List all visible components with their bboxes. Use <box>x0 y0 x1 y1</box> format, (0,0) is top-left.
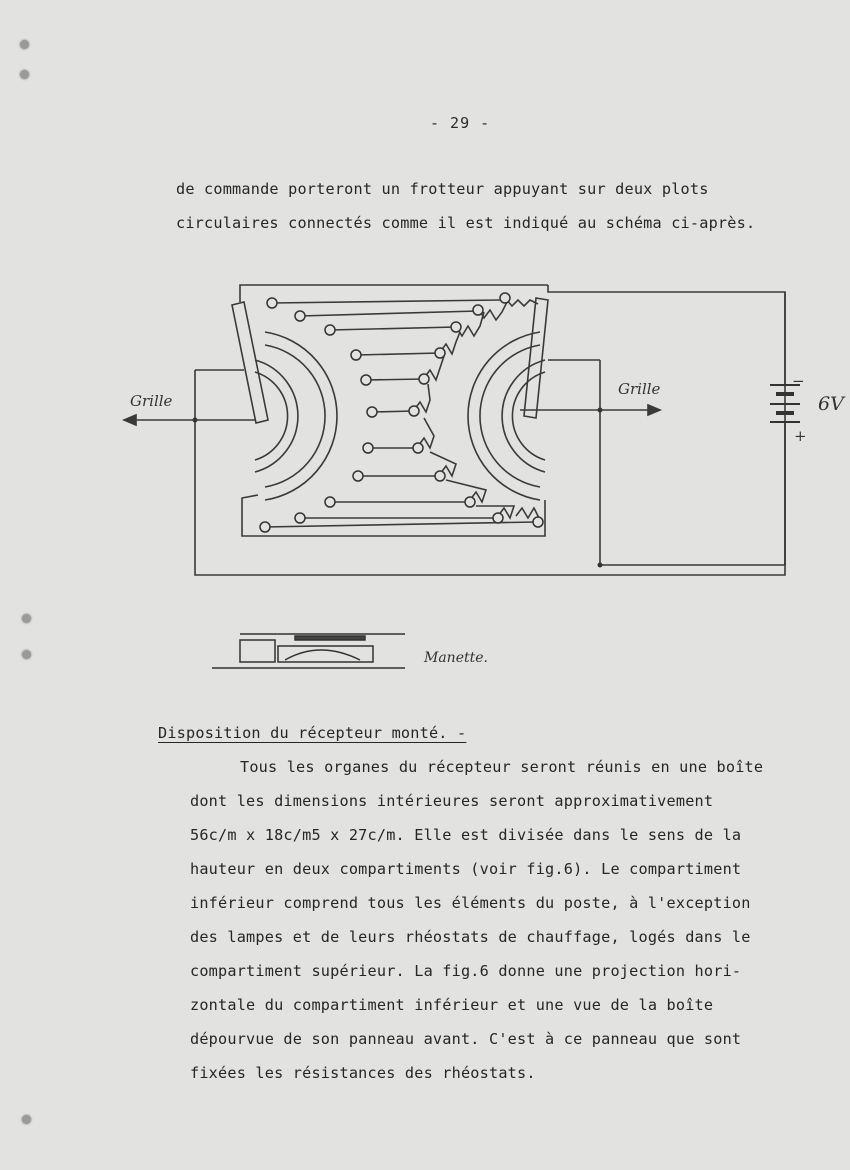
stud-wire <box>356 353 440 355</box>
contact-stud <box>473 305 483 315</box>
left-contact-inner <box>255 360 298 472</box>
body-line: fixées les résistances des rhéostats. <box>190 1064 536 1082</box>
contact-stud <box>435 348 445 358</box>
body-line: zontale du compartiment inférieur et une vue de la boîte <box>190 996 714 1014</box>
contact-stud <box>493 513 503 523</box>
stud-wire <box>330 327 456 330</box>
contact-stud <box>409 406 419 416</box>
contact-stud <box>295 311 305 321</box>
stud-wire <box>272 300 500 303</box>
left-contact-outer <box>265 332 337 500</box>
left-contact-outer-inner <box>265 345 325 487</box>
arrow-head-icon <box>648 405 660 415</box>
battery-plus: + <box>794 427 807 445</box>
contact-stud <box>267 298 277 308</box>
contact-stud <box>325 497 335 507</box>
body-line: hauteur en deux compartiments (voir fig.6). Le compartiment <box>190 860 742 878</box>
contact-stud <box>413 443 423 453</box>
section-heading: Disposition du récepteur monté. - <box>158 724 467 742</box>
grille-label-left: Grille <box>130 392 173 410</box>
manette-label: Manette. <box>424 650 488 666</box>
contact-stud <box>351 350 361 360</box>
contact-stud <box>500 293 510 303</box>
body-line: Tous les organes du récepteur seront réunis en une boîte <box>240 758 764 776</box>
contact-stud <box>419 374 429 384</box>
body-line: dépourvue de son panneau avant. C'est à ce panneau que sont <box>190 1030 742 1048</box>
contact-stud <box>367 407 377 417</box>
stud-wire <box>366 379 424 380</box>
grille-label-right: Grille <box>618 380 661 398</box>
stud-wire <box>372 411 414 412</box>
manette-drawing <box>212 634 405 668</box>
body-line: 56c/m x 18c/m5 x 27c/m. Elle est divisée dans le sens de la <box>190 826 742 844</box>
battery-icon <box>770 385 800 565</box>
contact-stud <box>435 471 445 481</box>
body-line: dont les dimensions intérieures seront approximativement <box>190 792 714 810</box>
body-line: compartiment supérieur. La fig.6 donne une projection hori- <box>190 962 742 980</box>
battery-minus: − <box>792 372 805 390</box>
page-number: - 29 - <box>430 114 491 132</box>
right-lever <box>524 298 548 418</box>
stud-wire <box>265 522 535 527</box>
contact-stud <box>353 471 363 481</box>
contact-stud <box>361 375 371 385</box>
contact-stud <box>325 325 335 335</box>
body-line: des lampes et de leurs rhéostats de chauffage, logés dans le <box>190 928 751 946</box>
junction-dot <box>598 563 603 568</box>
intro-line: de commande porteront un frotteur appuyant sur deux plots <box>176 180 709 198</box>
stud-wire <box>300 311 478 316</box>
left-contact-inner-2 <box>255 372 288 460</box>
arrow-head-icon <box>124 415 136 425</box>
contact-stud <box>465 497 475 507</box>
body-line: inférieur comprend tous les éléments du poste, à l'exception <box>190 894 751 912</box>
contact-stud <box>533 517 543 527</box>
wire <box>195 285 785 575</box>
contact-stud <box>451 322 461 332</box>
contact-stud <box>260 522 270 532</box>
contact-stud <box>295 513 305 523</box>
punch-hole <box>22 1115 31 1124</box>
battery-voltage: 6V <box>818 393 844 415</box>
intro-line: circulaires connectés comme il est indiqué au schéma ci-après. <box>176 214 756 232</box>
contact-stud <box>363 443 373 453</box>
